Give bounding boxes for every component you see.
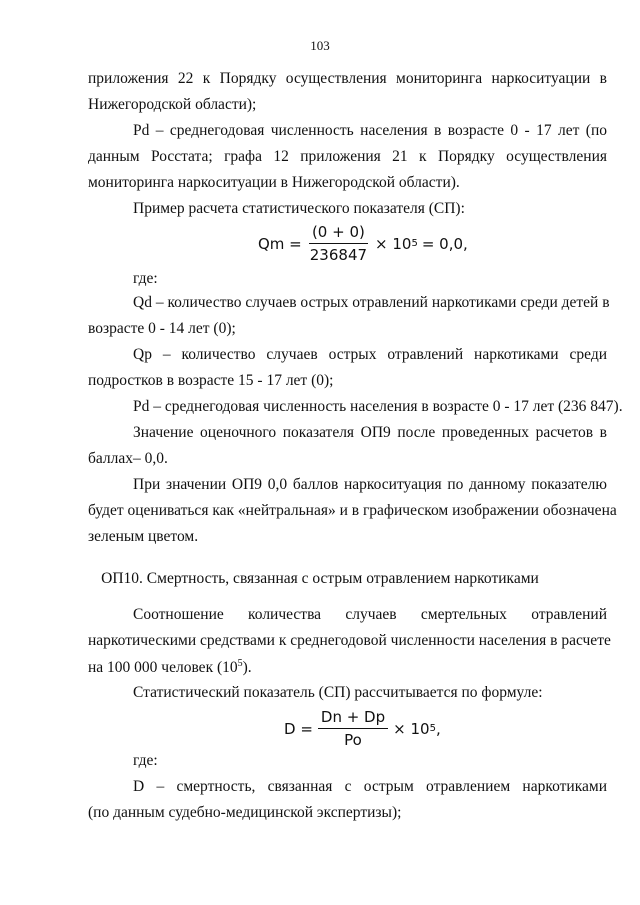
fraction-denominator: Po: [344, 731, 362, 749]
text-fragment: ).: [242, 659, 252, 677]
formula-exponent: 5: [411, 238, 418, 249]
text-line: где:: [133, 270, 158, 287]
text-line: [88, 658, 607, 677]
text-line: зеленым цветом.: [88, 528, 199, 545]
text-line: мониторинга наркоситуации в Нижегородской области).: [88, 174, 460, 191]
text-line: данным Росстата; графа 12 приложения 21 к Порядку осуществления: [88, 148, 607, 165]
formula-result: = 0,0,: [421, 234, 468, 253]
text-fragment: на 100 000 человек (10: [88, 659, 238, 677]
fraction: [318, 708, 388, 749]
text-line: Qd – количество случаев острых отравлений наркотиками среди детей в: [133, 294, 610, 311]
formula-lhs: D =: [284, 719, 313, 738]
text-line: Нижегородской области);: [88, 96, 257, 113]
text-line: наркотическими средствами к среднегодовой численности населения в расчете: [88, 632, 611, 649]
fraction: [307, 223, 370, 264]
page-number: 103: [310, 38, 330, 53]
formula-multiplier: × 10: [375, 234, 412, 253]
text-line: будет оцениваться как «нейтральная» и в графическом изображении обозначена: [88, 502, 617, 519]
text-line: D – смертность, связанная с острым отравлением наркотиками: [133, 778, 607, 795]
text-line: подростков в возрасте 15 - 17 лет (0);: [88, 372, 334, 389]
formula-qm: [258, 223, 468, 264]
text-line: возрасте 0 - 14 лет (0);: [88, 320, 236, 337]
superscript: 5: [237, 658, 243, 669]
formula-exponent: 5: [429, 723, 436, 734]
text-line: баллах– 0,0.: [88, 450, 168, 467]
fraction-numerator: (0 + 0): [309, 223, 368, 244]
text-line: приложения 22 к Порядку осуществления мониторинга наркоситуации в: [88, 70, 607, 87]
text-line: Qp – количество случаев острых отравлений наркотиками среди: [133, 346, 607, 363]
text-line: Соотношение количества случаев смертельных отравлений: [133, 606, 607, 623]
formula-multiplier: × 10: [393, 719, 430, 738]
text-line: Pd – среднегодовая численность населения в возрасте 0 - 17 лет (по: [133, 122, 607, 139]
text-line: где:: [133, 752, 158, 769]
formula-lhs: Qm =: [258, 234, 302, 253]
text-line: Статистический показатель (СП) рассчитывается по формуле:: [133, 684, 543, 701]
fraction-denominator: 236847: [309, 246, 368, 264]
text-line: Pd – среднегодовая численность населения в возрасте 0 - 17 лет (236 847).: [133, 398, 623, 415]
text-line: (по данным судебно-медицинской экспертизы);: [88, 804, 402, 821]
text-line: Пример расчета статистического показателя (СП):: [133, 200, 465, 217]
text-line: Значение оценочного показателя ОП9 после проведенных расчетов в: [133, 424, 607, 441]
formula-d: [284, 708, 441, 749]
formula-result: ,: [435, 719, 441, 738]
fraction-numerator: Dn + Dp: [318, 708, 388, 729]
text-line: При значении ОП9 0,0 баллов наркоситуация по данному показателю: [133, 476, 607, 493]
section-heading: ОП10. Смертность, связанная с острым отравлением наркотиками: [101, 570, 539, 587]
